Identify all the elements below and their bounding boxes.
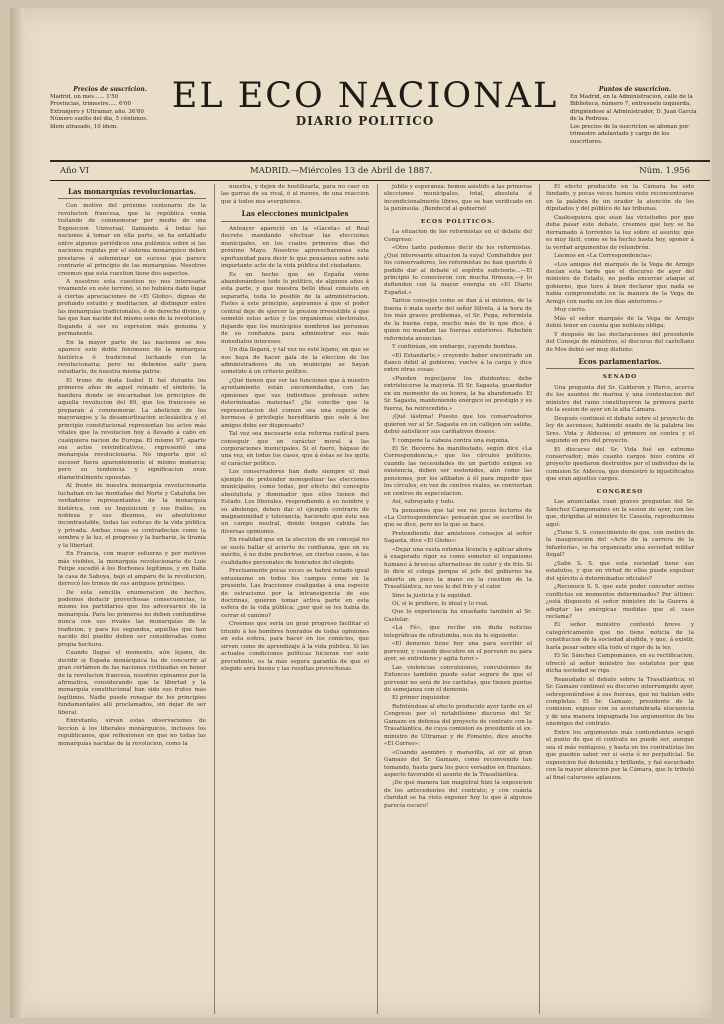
paragraph: Entre los argumentos más contundentes ocupó el punto de que el contrato no puede ser, aunque sea el más ventajoso, y hasta en los contratistas los que pueden saber ver si sería ó no perjudicial. Su exposicion fué detenida y brillante, y fué escuchado con la mayor atencion por la Cámara, que le tributó al final calurosos aplausos.: [546, 729, 694, 781]
paragraph: Anteayer apareció en la «Gaceta» el Real decreto mandando efectuar las elecciones municipales, en los cuatro primeros dias del próximo Mayo. Nosotros aprovecharemos esta oportunidad para decir lo que pensamos sobre este importante acto de la vida pública del ciudadano.: [221, 225, 369, 270]
paragraph: «Los amigos del marqués de la Vega de Armijo decían esta tarde que el discurso de ayer del ministro de Estado, no podía encerrar ataque al gobierno, que tuvo á bien declarar que nada se había comprometido en la manera de la Vega de Armijo con nadie en los días anteriores.»: [546, 261, 694, 305]
section-heading: ECOS POLITICOS.: [420, 218, 496, 225]
paragraph: En realidad que en la eleccion de un concejal no se suele hallar el acierto de confianza, que en su mérito, ó no debe preferirse, en ciertos casos, á las cualidades personales de honradez del elegido.: [221, 537, 369, 566]
paragraph: El señor ministro contestó breve y categóricamente que no tiene noticia de la constitucion de la sociedad aludida, y que, á existir, haría pesar sobre ella todo el rigor de la ley.: [546, 622, 694, 651]
subscription-points-line: Los precios de la suscricion se abonan por trimestre adelantado y cargo de los suscritores.: [570, 123, 689, 145]
paragraph: «Dejar una vasta extensa licencia y aplicar ahora á exagerado rigor es como someter el organismo humano á bruscas alternativas de calor y de frío. Si lo dice el colega porque el jefe del gobierno ha abierto un poco la mano en la cuestion de la Trasatlántica, no veo lo del frío y el calor.: [384, 546, 532, 591]
paragraph: Así, subrayado y todo.: [392, 499, 455, 506]
subscription-line: Madrid, un mes...... 1'50: [50, 93, 119, 100]
paragraph: Las violencias convulsiones, convulsiones de Entonces también puede estar seguro de que el porvenir no será de los carlistas, que tienen puntos de semejanza con el demonio.: [384, 664, 532, 693]
paragraph: ¿Reconoce S. S. que este poder conceder serios conflictos en momentos determinados? Por último: ¿está dispuesto el señor ministro de la Guerra á adoptar las enérgicas medidas que el caso reclama?: [546, 584, 694, 621]
paragraph: Reanudado el debate sobre la Trasatlántica, el Sr. Gamazo continuó su discurso interrumpido ayer, sobreponiéndose á sus fuerzas, que no habían sido completas. El Sr. Gamazo, presidente de la comision, expuso con su acostumbrada elocuencia y de una manera impugnada los argumentos de los enemigos del contrato.: [546, 676, 694, 728]
paragraph: El primer inquisidor.: [392, 695, 451, 702]
paragraph: Creemos que sería un gran progreso facilitar el triunfo á los hombres honrados de todas opiniones en esta esfera, para hacer en los comicios, que sirven como de aprendizaje á la vida pública. Si las actuales condiciones políticas hicieran ver este precedente, es la más segura garantía de que el elegido será bueno y las resultas provechosas.: [221, 621, 369, 673]
paragraph: Precisamente pocas veces se habrá notado igual entusiasmo en todos los campos como en la presente. Las fracciones coaligadas á una especie de ostracismo por la intransigencia de sus doctrinas, quieren tomar activa parte en esta esfera de la vida pública; ¿por qué se les había de cerrar el camino?: [221, 568, 369, 619]
paragraph: En Francia, con mayor esfuerzo y por motivos más visibles, la monarquía revolucionaria de Luis Felipe sucedió á los Borbones legítimos, y en Italia la casa de Saboya, bajo el amparo de la revolucion, derrocó los tronos de sus antiguos príncipes.: [58, 551, 206, 588]
paragraph: En la mayor parte de las naciones se nos aparece este doble fenómeno de la monarquía histórica ó tradicional luchando con la revolucionaria; pero no debemos salir para estudiarlo, de nuestra misma patria.: [58, 339, 206, 376]
paragraph: «El demonio tiene hoy una para escribir el porvenir, y cuando descubre en el porvenir no para ayer, se entretiene y agita furor.»: [384, 641, 532, 663]
page-spine: [10, 8, 24, 1018]
paragraph: Una pregunta del Sr. Calderon y Herce, acerca de los asuntos de marina y una contestacion del ministro del ramo constituyeron la primera parte de la sesion de ayer en la alta Cámara.: [546, 384, 694, 414]
article-heading: Ecos parlamentarios.: [546, 358, 694, 369]
newspaper-subtitle: DIARIO POLITICO: [295, 114, 435, 128]
column-4: [546, 184, 694, 1014]
subscription-line: Idem atrasado, 10 idem.: [50, 123, 118, 130]
article-heading: Las monarquías revolucionarias.: [58, 188, 206, 199]
dateline-bar: [50, 160, 710, 181]
paragraph: Cualesquiera que sean las vicisitudes por que deba pasar este debate, creemos que hoy se ha derramado á torrentes la luz sobre el asunto; que es muy fácil, como se ha hecho hasta hoy, oponer á la verdad argumentos de relumbrón.: [546, 214, 694, 251]
paragraph: ¡Qué lástima! Puesto que los conservadores quieren ver al Sr. Sagasta en un callejon sin salida, debió satisfacer sus cariñativos deseos.: [384, 414, 532, 436]
paragraph: júbilo y esperanza: hemos asistido á las primeras elecciones municipales, total, absoluta é incondicionalmente libres, que se han verificado en la península. ¡Bendecid al gobierno!: [384, 184, 532, 213]
paragraph: «Cuando asombro y maravilla, al oír al gran Gamazo del Sr. Gamazo, como reconvenido tan tomando, hasta para los poco versados en finanzas, aspecto favorable el asunto de la Trasatlántica.: [384, 749, 532, 778]
paragraph: Las anunciadas cuan graves preguntas del Sr. Sánchez Campomanes en la sesion de ayer, con los que, dirigidas al ministro Sr. Cassola, reproducimos aquí:: [546, 499, 694, 528]
paragraph: Es un hecho que en España viene abandonándose todo lo político, de algunos años á esta parte, y que nuestra bello ideal consiste en separarla, toda lo posible de la administracion. Fieles á este principio, aspiramos á que el poder central deje de ejercer la presion irresistible á que sometió estos actos y los organismos electorales, dejando que los municipios nombren las personas de su confianza para administrar sus más inmediatos intereses.: [221, 271, 369, 345]
paragraph: nuestra, y dejen de hostilizarla, para no caer en las garras de su rival, ó al menos, de una reaccion que á todos nos avergüence.: [221, 184, 369, 205]
paragraph: El Sr. Becerra ha manifestado, según dice «La Correspondencia,» que los círculos políticos, cuando las necesidades de un partido exigen su existencia, deben ser sostenidos, aún como las pensiones, por los afiliados á él para impedir que los círculos, en vez de centros reales, se conviertan en centros de especulacion.: [384, 445, 532, 497]
column-2: [221, 184, 369, 1014]
paragraph: ¿Sabe S. S. que esta sociedad tiene sus estatutos, y que en virtud de ellos puede expulsar del ejército á determinados oficiales?: [546, 560, 694, 582]
year-label: Año VI: [60, 166, 89, 176]
paragraph: Después continuó el debate sobre el proyecto de ley de ascensos; habiendo usado de la palabra los Sres. Vida y Aldecoa; el primero en contra y el segundo en pro del proyecto.: [546, 415, 694, 445]
column-divider: [539, 184, 540, 1014]
place-date: MADRID.—Miércoles 13 de Abril de 1887.: [250, 166, 433, 176]
article-heading: Las elecciones municipales: [221, 210, 369, 221]
column-divider: [377, 184, 378, 1014]
subscription-line: Extranjero y Ultramar, año. 36'00: [50, 108, 144, 115]
section-label-congreso: CONGRESO: [596, 488, 644, 495]
paragraph: El trono de doña Isabel II fué durante los primeros años de aquel reinado el símbolo, la bandera donde se encarnaban los principios de aquella revolucion del 89, que los franceses se preparan á conmemorar. La abolicion de los mayorazgos y la desamortizacion eclesiástica y el principio constitucional representan los actos más vitales que la revolucion hoy á llevado á cabo en cualquiera nacion de Europa. El mismo 97, aparte sus actos reivindicativos, representó una monarquía revolucionaria. No importa que el sucesor fuera aparentemente el mismo monarca; pero su tendencia y significacion eran diametralmente opuestas.: [58, 377, 206, 481]
paragraph: Y después de las declaraciones del presidente del Consejo de ministros, el discurso del castellano de Mos debió ser muy distinto.: [546, 331, 694, 353]
paragraph: Con motivo del próximo centenario de la revolucion francesa, que la república venia tratando de conmemorar por medio de una Exposicion Universal, llamando á todas las naciones á tomar en ella parte, se ha entablado entre algunos periódicos una polémica sobre si las naciones regidas por el sistema monárquico deben prestarse á solemnizar un suceso que parece contrario al principio de las monarquías. Nosotros creemos que esta cuestion tiene dos aspectos.: [58, 203, 206, 277]
paragraph: «Otro tanto podemos decir de los reformistas. ¿Qué interesante situacion la suya! Combatidos por los conservadores, los reformistas no han querido ó podido dar al debate el espíritu suficiente...—El principio lo conocieron con mucha firmeza,—y lo defienden con la mayor energía en «El Diario Español.»: [384, 245, 532, 296]
subscription-prices-heading: Precios de suscricion.: [73, 86, 147, 93]
subscription-line: Número suelto del dia, 5 céntimos.: [50, 116, 148, 122]
paragraph: Leemos en «La Correspondencia»:: [554, 253, 653, 260]
paragraph: «Pueden regocijarse los disidentes; debe entristecerse la mayoría. El Sr. Sagasta, guardador en un momento de su honra, la ha abandonado. El Sr. Sagasta, manteniendo enérgico su prestigio y su fuerza, ha retrocedido.»: [384, 375, 532, 412]
paragraph: Tantos consejos como se dan á sí mismos, de la buena ó mala suerte del señor Silvela, á la hora de los más graves problemas, el Sr. Puga, reformista de la buena cepa, mucho más de lo que dice, á quien no mandan las fuerzas exteriores. Rebelión reformista anuncian.: [384, 298, 532, 342]
paragraph: Un dia llegará, y tal vez no esté lejano, en que se nos haya de hacer gala de la eleccion de los administradores de un municipio se hayan sometido á un criterio político.: [221, 347, 369, 376]
paragraph: ¡De qué manera tan magistral hizo la exposicion de los antecedentes del contrato; y con cuánta claridad se ha visto exponer hoy lo que á algunos parecía oscuro!: [384, 780, 532, 809]
paragraph: De esta sencilla enumeracion de hechos, podemos deducir provechosas consecuencias, lo mismo los partidarios que los adversarios de la monarquía. Para los primeros no deben confundirse nunca con sus rivales las monarquías de la tradicion, y para los segundos, aquellas que han nacido del pueblo deben ser consideradas como propia hechura.: [58, 589, 206, 648]
paragraph: Más el señor marqués de la Vega de Armijo debió tener en cuenta que nobleza obliga.: [546, 315, 694, 330]
newspaper-page: [10, 8, 712, 1018]
paragraph: Cuando llegue el momento, aún lejano, de decidir si España monárquica ha de concurrir al gran certámen de las naciones civilizadas en honor de la revolucion francesa, nosotros opinamos por la afirmativa, considerando que la libertad y la monarquía constitucional han sido sus frutos más legítimos. Nadie puede renegar de los principios fundamentales allí proclamados, sin dejar de ser liberal.: [58, 650, 206, 716]
paragraph: Y compone la cabeza contra una esquina.: [392, 437, 510, 444]
column-1: [58, 184, 206, 1014]
paragraph: Oí, si le prefiere, lo ideal y lo real.: [392, 601, 489, 608]
subscription-points-line: En Madrid, en la Administracion, calle de la Biblioteca, número 7, entresuelo izquierda, dirigiéndose al Administrador, D. Juan García de la Pedrosa.: [570, 93, 697, 122]
paragraph: «La Fé», que recibe sin duda noticias telegráficas de ultratumba, nos da lo siguiente:: [384, 625, 532, 639]
paragraph: Refiriéndose al efecto producido ayer tarde en el Congreso por el notabilísimo discurso del Sr. Gamazo en defensa del proyecto de contrato con la Trasatlántica, de cuya comision es presidente el ex-ministro de Ultramar y de Fomento, dice anoche «El Correo»:: [384, 703, 532, 748]
paragraph: El discurso del Sr. Vida fué en extremo conservador; más cuanto cargos hizo contra el proyecto quedaron destruidos por el individuo de la comision Sr. Aldecoa, que demostró lo injustificados que eran aquellos cargos.: [546, 446, 694, 483]
paragraph: Al frente de nuestra monarquía revolucionaria luchaban en las montañas del Norte y Cataluña los verdaderos representantes de la monarquía histórica, con su Inquisicion y sus frailes, su nobleza y sus diezmos, su absolutismo incontrastable, todas las esferas de la vida pública y privada. Ambas cosas se contradecían como la sombra y la luz, el progreso y la barbarie, la tiranía y la libertad.: [58, 483, 206, 549]
subscription-points-heading: Puntos de suscricion.: [598, 86, 672, 93]
subscription-line: Provincias, trimestre..... 6'00: [50, 101, 131, 107]
paragraph: ¿Qué tienen que ver las funciones que á nuestro ayuntamiento están encomendadas, con las opiniones que sus individuos profesan sobre determinadas materias? ¿Se concibe que la representacion del comun sea una especie de hermosa ó privilegio hereditario que solo á los amigos debe ser dispensado?: [221, 377, 369, 429]
paragraph: Muy cierto.: [554, 307, 587, 314]
paragraph: Sino la justicia y la equidad.: [392, 592, 472, 599]
paragraph: Tal vez sea necesaria esta reforma radical para conseguir que un carácter moral á las corporaciones municipales. Si el fuero, hágase de una vez, en todos los casos, que á éstas se les quite el carácter político.: [221, 431, 369, 467]
issue-number: Núm. 1.956: [639, 166, 690, 176]
paragraph: Ya pensamos que tal vez no pocos lectores de «La Correspondencia» pensarán que se escribió lo que se dice, pero no lo que se hace.: [384, 507, 532, 529]
paragraph: El efecto producido en la Cámara ha sido fundado, y pocas veces hemos visto reconcentrarse en la palabra de un orador la atención de los diputados y del público de las tribunas.: [546, 184, 694, 213]
newspaper-title: EL ECO NACIONAL: [171, 76, 559, 116]
paragraph: La situacion de los reformistas en el debate del Congreso:: [384, 229, 532, 243]
paragraph: «El Estandarte,» creyendo haber encontrado un flanco débil al gobierno, vuelve á la carga y dice entre otras cosas:: [384, 352, 532, 374]
column-3: [384, 184, 532, 1014]
section-label-senado: SENADO: [602, 374, 638, 381]
paragraph: Que lo experiencia ha enseñado también al Sr. Castelar.: [384, 609, 532, 623]
paragraph: Y continúan, sin embargo, cayendo bombas.: [392, 344, 518, 351]
paragraph: Los conservadores han dado siempre el mal ejemplo de pretender monopolizar las elecciones municipales, como todas, por efecto del concepto absolutista y dominador que ellos tienen del Estado. Los liberales, respondiendo á su nombre y su abolengo, deben dar el ejemplo contrario de magnanimidad y tolerancia, haciendo que éste sea un campo neutral, donde tengan cabida las diversas opiniones.: [221, 469, 369, 535]
paragraph: Pretendiendo dar amistosos consejos al señor Sagasta, dice «El Globo»:: [384, 530, 532, 545]
paragraph: El Sr. Sánchez Campomanes, en su rectificacion, ofreció al señor ministro los estatutos por que dicha sociedad se rige.: [546, 653, 694, 675]
column-divider: [214, 184, 215, 1014]
paragraph: ¿Tiene S. S. conocimiento de que, con motivo de la inauguracion del «Acto de la carrera de la Infantería», se ha organizado una sociedad militar ilegal?: [546, 530, 694, 559]
subscription-prices-box: [50, 86, 170, 131]
paragraph: Entretanto, sirvan estas observaciones de leccion á los liberales monárquicos, inclusos los republicanos, que reflexionen en que no todas las monarquías nacidas de la revolucion, como la: [58, 718, 206, 747]
subscription-points-box: [570, 86, 700, 146]
paragraph: A nosotros esta cuestion no nos interesaría vivamente en este terreno, si no hubiera dado lugar á ciertas apreciaciones de «El Globo», dignas de profundo estudio y meditacion, al distinguir entre las monarquías tradicionales, ó de derecho divino, y las que han nacido del mismo seno de la revolucion, llegando á ser su expresion más genuina y permanente.: [58, 278, 206, 338]
